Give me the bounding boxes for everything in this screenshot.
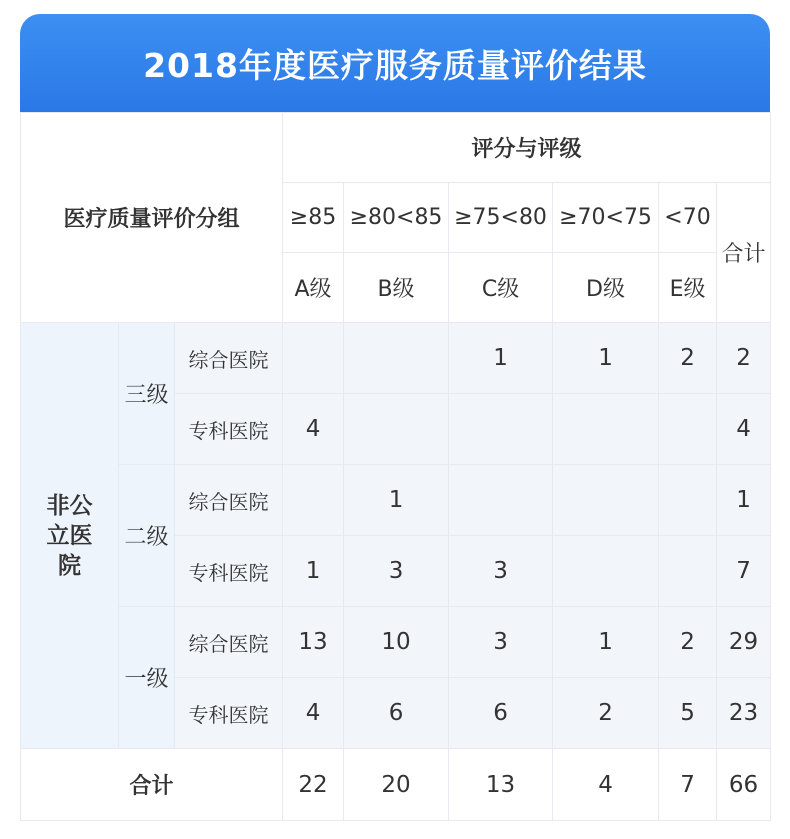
cell-value: 4 [283, 678, 344, 749]
row-total: 2 [717, 323, 771, 394]
range-header: <70 [659, 183, 717, 253]
range-header: ≥85 [283, 183, 344, 253]
cell-value: 13 [283, 607, 344, 678]
title-bar [20, 14, 770, 112]
grade-header: C级 [449, 253, 553, 323]
table-row [21, 607, 771, 678]
range-header: ≥80<85 [344, 183, 449, 253]
cell-value: 4 [283, 394, 344, 465]
cell-value: 3 [449, 607, 553, 678]
cell-value: 1 [344, 465, 449, 536]
hospital-type: 综合医院 [175, 607, 283, 678]
row-total: 7 [717, 536, 771, 607]
cell-value: 10 [344, 607, 449, 678]
grade-header: D级 [553, 253, 659, 323]
cell-value [659, 394, 717, 465]
row-total: 23 [717, 678, 771, 749]
row-total: 29 [717, 607, 771, 678]
hospital-type: 综合医院 [175, 465, 283, 536]
cell-value [344, 323, 449, 394]
cell-value [553, 394, 659, 465]
cell-value: 1 [449, 323, 553, 394]
cell-value: 2 [659, 607, 717, 678]
cell-value: 1 [553, 323, 659, 394]
hospital-type: 专科医院 [175, 678, 283, 749]
row-total: 1 [717, 465, 771, 536]
rating-header: 评分与评级 [283, 113, 771, 183]
grade-header: B级 [344, 253, 449, 323]
level-label: 二级 [119, 465, 175, 607]
cell-value [553, 465, 659, 536]
level-label: 三级 [119, 323, 175, 465]
hospital-type: 综合医院 [175, 323, 283, 394]
total-header: 合计 [717, 183, 771, 323]
grand-total: 66 [717, 749, 771, 821]
column-total: 7 [659, 749, 717, 821]
column-total: 4 [553, 749, 659, 821]
row-total: 4 [717, 394, 771, 465]
cell-value: 1 [553, 607, 659, 678]
grade-header: E级 [659, 253, 717, 323]
group-header: 医疗质量评价分组 [21, 113, 283, 323]
total-row-label: 合计 [21, 749, 283, 821]
cell-value [449, 394, 553, 465]
results-card [20, 14, 770, 834]
cell-value: 2 [553, 678, 659, 749]
cell-value: 3 [344, 536, 449, 607]
table-row [21, 323, 771, 394]
cell-value: 6 [449, 678, 553, 749]
group-label-text: 非公立医院 [46, 492, 93, 579]
hospital-type: 专科医院 [175, 394, 283, 465]
cell-value [553, 536, 659, 607]
table-row [21, 465, 771, 536]
cell-value: 1 [283, 536, 344, 607]
cell-value: 6 [344, 678, 449, 749]
hospital-type: 专科医院 [175, 536, 283, 607]
column-total: 22 [283, 749, 344, 821]
cell-value: 3 [449, 536, 553, 607]
group-label [21, 323, 119, 749]
cell-value [449, 465, 553, 536]
header-row-1 [21, 113, 771, 183]
range-header: ≥70<75 [553, 183, 659, 253]
cell-value: 5 [659, 678, 717, 749]
cell-value [659, 465, 717, 536]
cell-value [283, 323, 344, 394]
grade-header: A级 [283, 253, 344, 323]
cell-value [283, 465, 344, 536]
column-total: 20 [344, 749, 449, 821]
results-table [20, 112, 771, 821]
cell-value [659, 536, 717, 607]
total-row [21, 749, 771, 821]
column-total: 13 [449, 749, 553, 821]
cell-value [344, 394, 449, 465]
level-label: 一级 [119, 607, 175, 749]
range-header: ≥75<80 [449, 183, 553, 253]
page-title: 2018年度医疗服务质量评价结果 [143, 45, 647, 85]
cell-value: 2 [659, 323, 717, 394]
